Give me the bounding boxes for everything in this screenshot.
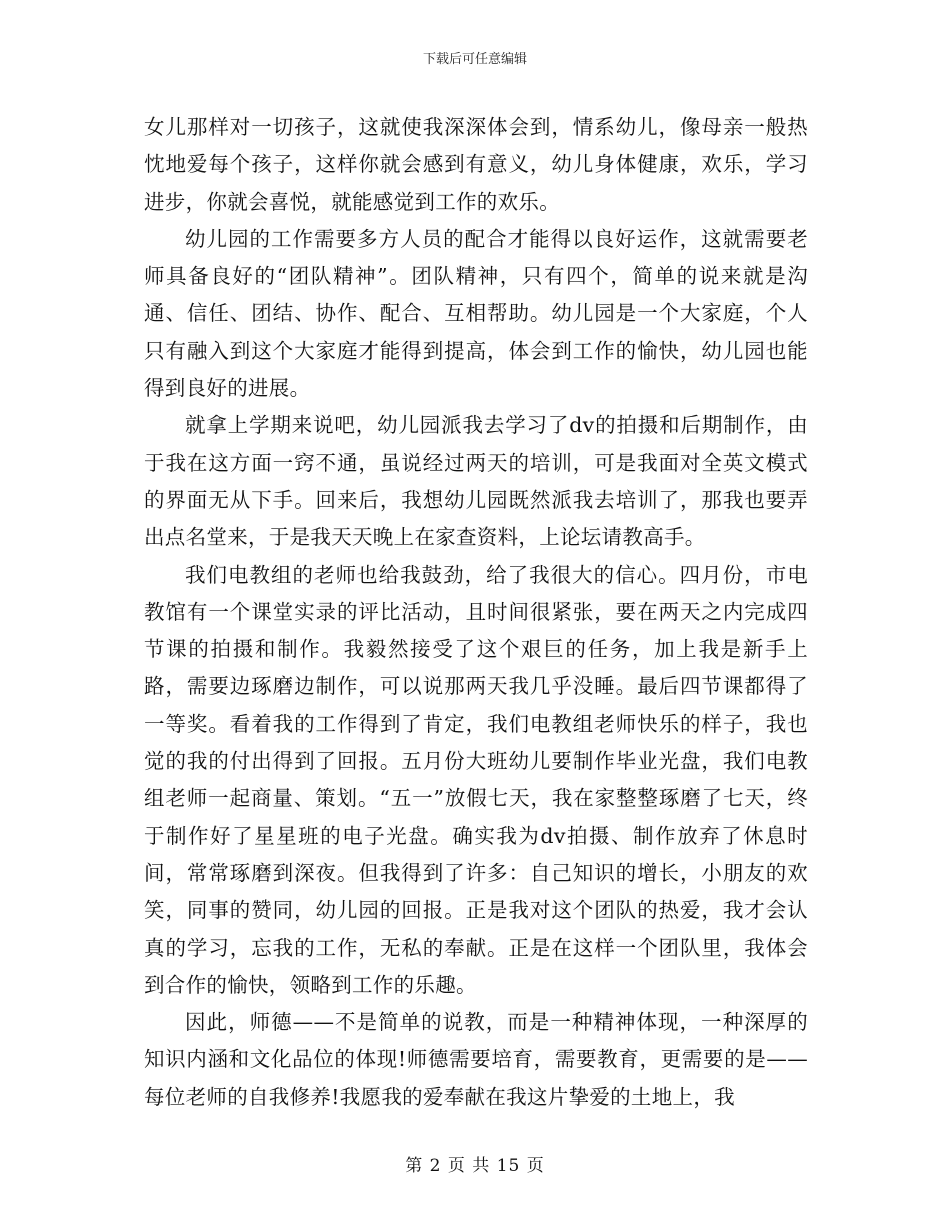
- paragraph-5: 因此，师德——不是简单的说教，而是一种精神体现，一种深厚的知识内涵和文化品位的体现!师德需要培育，需要教育，更需要的是——每位老师的自我修养!我愿我的爱奉献在我这片挚爱的土地上，我: [144, 1010, 808, 1109]
- paragraph-4: 我们电教组的老师也给我鼓劲，给了我很大的信心。四月份，市电教馆有一个课堂实录的评比活动，且时间很紧张，要在两天之内完成四节课的拍摄和制作。我毅然接受了这个艰巨的任务，加上我是新手上路，需要边琢磨边制作，可以说那两天我几乎没睡。最后四节课都得了一等奖。看着我的工作得到了肯定，我们电教组老师快乐的样子，我也觉的我的付出得到了回报。五月份大班幼儿要制作毕业光盘，我们电教组老师一起商量、策划。“五一”放假七天，我在家整整琢磨了七天，终于制作好了星星班的电子光盘。确实我为dv拍摄、制作放弃了休息时间，常常琢磨到深夜。但我得到了许多：自己知识的增长，小朋友的欢笑，同事的赞同，幼儿园的回报。正是我对这个团队的热爱，我才会认真的学习，忘我的工作，无私的奉献。正是在这样一个团队里，我体会到合作的愉快，领略到工作的乐趣。: [144, 562, 808, 997]
- page-footer: [0, 1156, 950, 1176]
- footer-page-number: 2: [429, 1156, 442, 1176]
- footer-middle: 页 共: [447, 1156, 491, 1176]
- footer-total-pages: 15: [496, 1156, 521, 1176]
- page-header-note: 下载后可任意编辑: [422, 52, 527, 67]
- paragraph-1: 女儿那样对一切孩子，这就使我深深体会到，情系幼儿，像母亲一般热忱地爱每个孩子，这样你就会感到有意义，幼儿身体健康，欢乐，学习进步，你就会喜悦，就能感觉到工作的欢乐。: [144, 115, 808, 214]
- paragraph-3: 就拿上学期来说吧，幼儿园派我去学习了dv的拍摄和后期制作，由于我在这方面一窍不通，虽说经过两天的培训，可是我面对全英文模式的界面无从下手。回来后，我想幼儿园既然派我去培训了，那我也要弄出点名堂来，于是我天天晚上在家查资料，上论坛请教高手。: [144, 413, 808, 550]
- footer-suffix: 页: [526, 1156, 545, 1176]
- paragraph-2: 幼儿园的工作需要多方人员的配合才能得以良好运作，这就需要老师具备良好的“团队精神”。团队精神，只有四个，简单的说来就是沟通、信任、团结、协作、配合、互相帮助。幼儿园是一个大家庭，个人只有融入到这个大家庭才能得到提高，体会到工作的愉快，幼儿园也能得到良好的进展。: [144, 226, 808, 401]
- footer-prefix: 第: [405, 1156, 424, 1176]
- document-body: [144, 109, 808, 1116]
